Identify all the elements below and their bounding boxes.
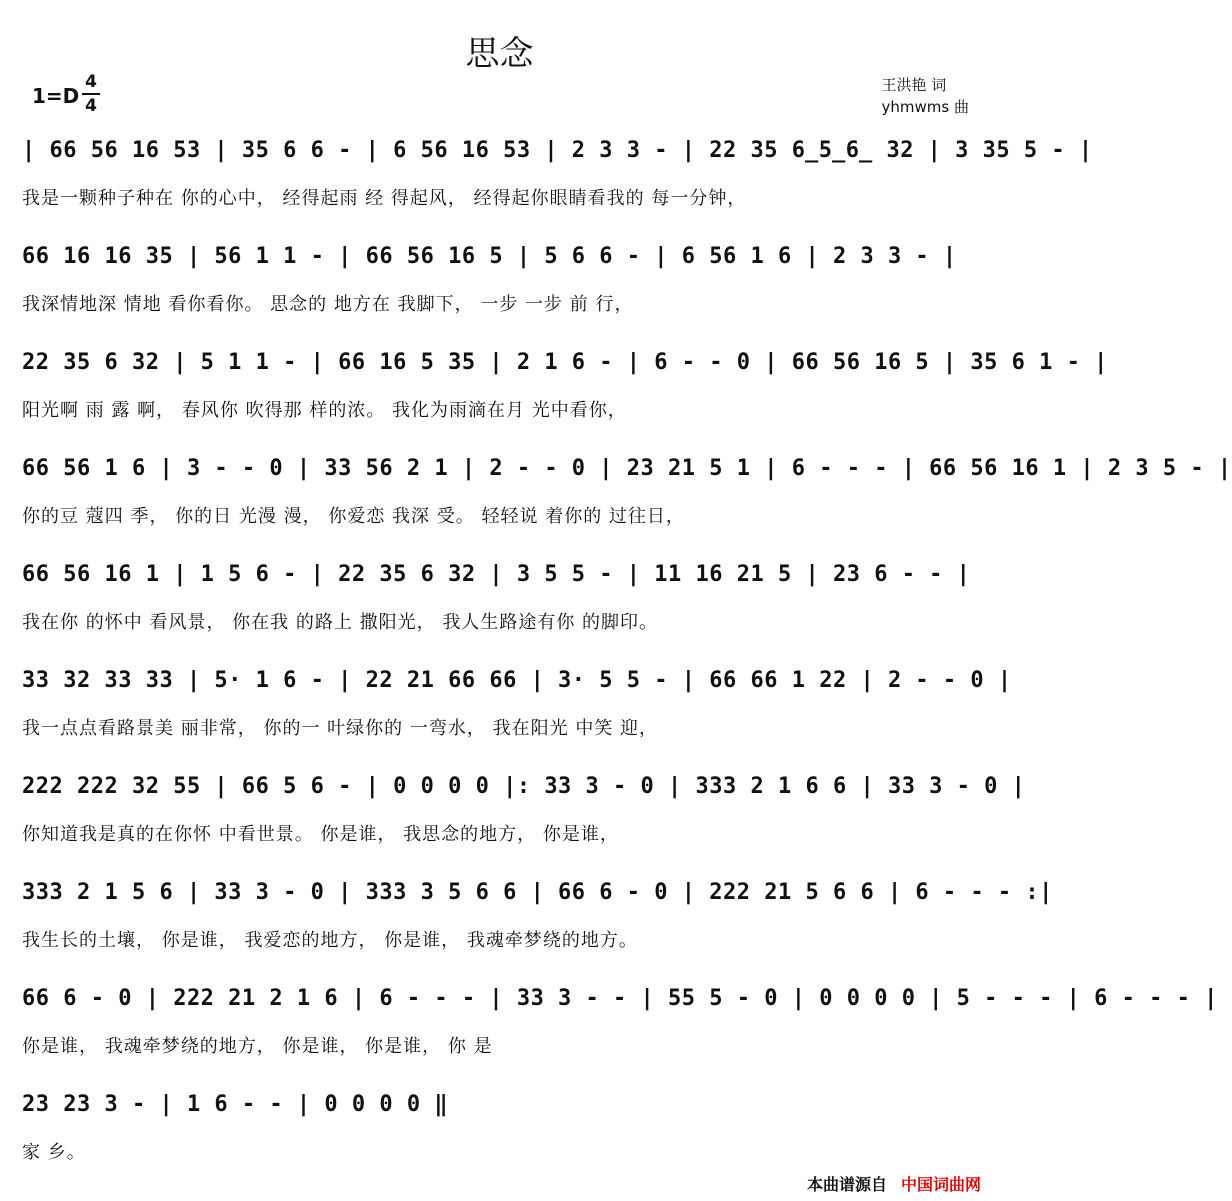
time-signature [80,72,102,116]
notation-line: 66 16 16 35 | 56 1 1 - | 66 56 16 5 | 5 6 6 - | 6 56 1 6 | 2 3 3 - | [22,244,957,269]
lyric-line: 你知道我是真的在你怀 中看世景。 你是谁， 我思念的地方， 你是谁， [22,824,619,845]
notation-line: 33 32 33 33 | 5· 1 6 - | 22 21 66 66 | 3· 5 5 - | 66 66 1 22 | 2 - - 0 | [22,668,1012,693]
lyric-line: 我深情地深 情地 看你看你。 思念的 地方在 我脚下， 一步 一步 前 行， [22,294,634,315]
source-footer [807,1172,981,1195]
lyric-line: 你的豆 蔻四 季， 你的日 光漫 漫， 你爱恋 我深 受。 轻轻说 着你的 过往日， [22,506,685,527]
source-site-link[interactable]: 中国词曲网 [900,1175,981,1194]
notation-line: 66 56 16 1 | 1 5 6 - | 22 35 6 32 | 3 5 5 - | 11 16 21 5 | 23 6 - - | [22,562,971,587]
score-system-1 [0,138,1093,218]
score-system-3 [0,350,1108,430]
notation-line: 222 222 32 55 | 66 5 6 - | 0 0 0 0 |: 33 3 - 0 | 333 2 1 6 6 | 33 3 - 0 | [22,774,1026,799]
meter-divider [82,93,100,95]
lyric-line: 我生长的土壤， 你是谁， 我爱恋的地方， 你是谁， 我魂牵梦绕的地方。 [22,930,638,951]
lyric-line: 我一点点看路景美 丽非常， 你的一 叶绿你的 一弯水， 我在阳光 中笑 迎， [22,718,659,739]
notation-line: 333 2 1 5 6 | 33 3 - 0 | 333 3 5 6 6 | 66 6 - 0 | 222 21 5 6 6 | 6 - - - :| [22,880,1053,905]
score-system-4 [0,456,1232,536]
composer-credit: yhmwms 曲 [881,98,969,116]
score-system-2 [0,244,999,324]
notation-line: 22 35 6 32 | 5 1 1 - | 66 16 5 35 | 2 1 6 - | 6 - - 0 | 66 56 16 5 | 35 6 1 - | [22,350,1108,375]
lyric-line: 我是一颗种子种在 你的心中， 经得起雨 经 得起风， 经得起你眼睛看我的 每一分钟， [22,188,747,209]
score-system-10 [0,1092,999,1172]
page-title: 思念 [465,34,534,74]
score-system-6 [0,668,1012,748]
score-system-5 [0,562,999,642]
meter-bottom: 4 [85,96,97,116]
notation-line: 23 23 3 - | 1 6 - - | 0 0 0 0 ‖ [22,1092,449,1117]
lyricist-credit: 王洪艳 词 [881,76,947,94]
meter-top: 4 [85,72,97,92]
lyric-line: 你是谁， 我魂牵梦绕的地方， 你是谁， 你是谁， 你 是 [22,1036,493,1057]
lyric-line: 我在你 的怀中 看风景， 你在我 的路上 撒阳光， 我人生路途有你 的脚印。 [22,612,659,633]
lyric-line: 阳光啊 雨 露 啊， 春风你 吹得那 样的浓。 我化为雨滴在月 光中看你， [22,400,627,421]
notation-line: 66 6 - 0 | 222 21 2 1 6 | 6 - - - | 33 3 - - | 55 5 - 0 | 0 0 0 0 | 5 - - - | 6 - - - | [22,986,1218,1011]
score-system-8 [0,880,1053,960]
key-signature: 1=D [32,84,80,108]
score-system-9 [0,986,1218,1066]
score-system-7 [0,774,1026,854]
credits [882,74,969,118]
notation-line: 66 56 1 6 | 3 - - 0 | 33 56 2 1 | 2 - - 0 | 23 21 5 1 | 6 - - - | 66 56 16 1 | 2 3 5 - | [22,456,1232,481]
source-label: 本曲谱源自 [806,1175,887,1194]
notation-line: | 66 56 16 53 | 35 6 6 - | 6 56 16 53 | 2 3 3 - | 22 35 6̲5̲6̲ 32 | 3 35 5 - | [22,138,1093,163]
lyric-line: 家 乡。 [22,1142,86,1163]
